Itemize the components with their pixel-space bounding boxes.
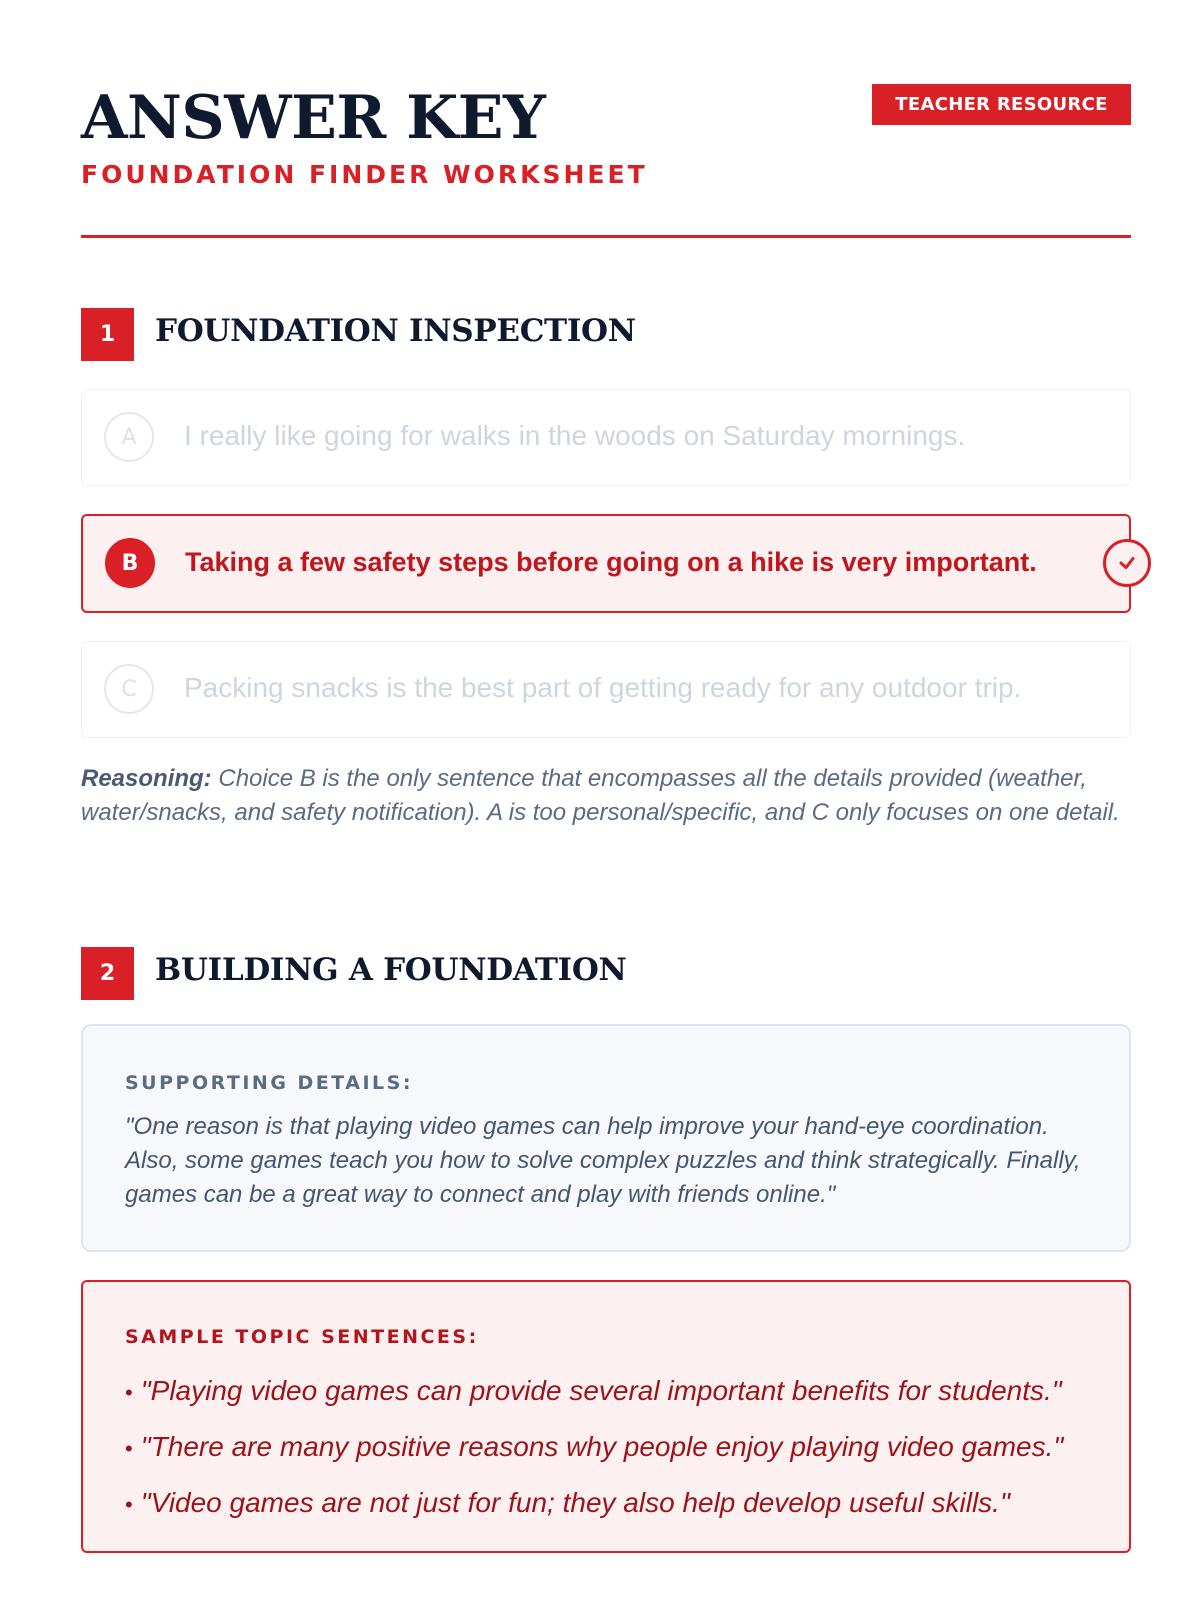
sample-topic-sentences-label: SAMPLE TOPIC SENTENCES: [125,1326,479,1348]
sample-topic-sentences-box [81,1280,1131,1553]
reasoning-paragraph [81,762,1141,830]
option-b-letter: B [105,538,155,588]
option-a-text: I really like going for walks in the woods on Saturday mornings. [184,420,966,451]
option-a-letter: A [104,412,154,462]
sample-topic-sentences-list [125,1364,1063,1532]
option-c-letter: C [104,664,154,714]
section-2-number: 2 [81,947,134,1000]
option-c-text: Packing snacks is the best part of getting ready for any outdoor trip. [184,672,1022,703]
option-c[interactable] [81,641,1131,738]
option-b-text: Taking a few safety steps before going on a hike is very important. [185,547,1037,577]
list-item: • "Video games are not just for fun; they also help develop useful skills." [125,1487,1010,1518]
reasoning-label: Reasoning: [81,765,212,792]
check-circle-icon [1103,539,1151,587]
option-b-correct[interactable] [81,514,1131,613]
sample-sentence-1: "Playing video games can provide several important benefits for students." [140,1375,1062,1406]
teacher-resource-badge: TEACHER RESOURCE [872,84,1131,125]
option-a[interactable] [81,389,1131,486]
supporting-details-label: SUPPORTING DETAILS: [125,1072,413,1094]
supporting-details-box [81,1024,1131,1252]
supporting-details-text: "One reason is that playing video games can help improve your hand-eye coordination. Also, some games teach you how to solve complex puzzles and think strategically. Finally, games can be a great way to connect and play with friends online." [125,1113,1081,1208]
page-title: ANSWER KEY [81,83,546,153]
sample-sentence-3: "Video games are not just for fun; they also help develop useful skills." [140,1487,1010,1518]
page-subtitle: FOUNDATION FINDER WORKSHEET [81,160,648,189]
section-1-title: FOUNDATION INSPECTION [155,313,636,349]
sample-sentence-2: "There are many positive reasons why people enjoy playing video games." [140,1431,1064,1462]
list-item: • "There are many positive reasons why people enjoy playing video games." [125,1431,1064,1462]
reasoning-text: Choice B is the only sentence that encompasses all the details provided (weather, water/snacks, and safety notification). A is too personal/specific, and C only focuses on one detail. [81,765,1120,826]
list-item: • "Playing video games can provide several important benefits for students." [125,1375,1062,1406]
header-divider [81,235,1131,238]
section-1-number: 1 [81,308,134,361]
section-2-title: BUILDING A FOUNDATION [155,952,627,988]
